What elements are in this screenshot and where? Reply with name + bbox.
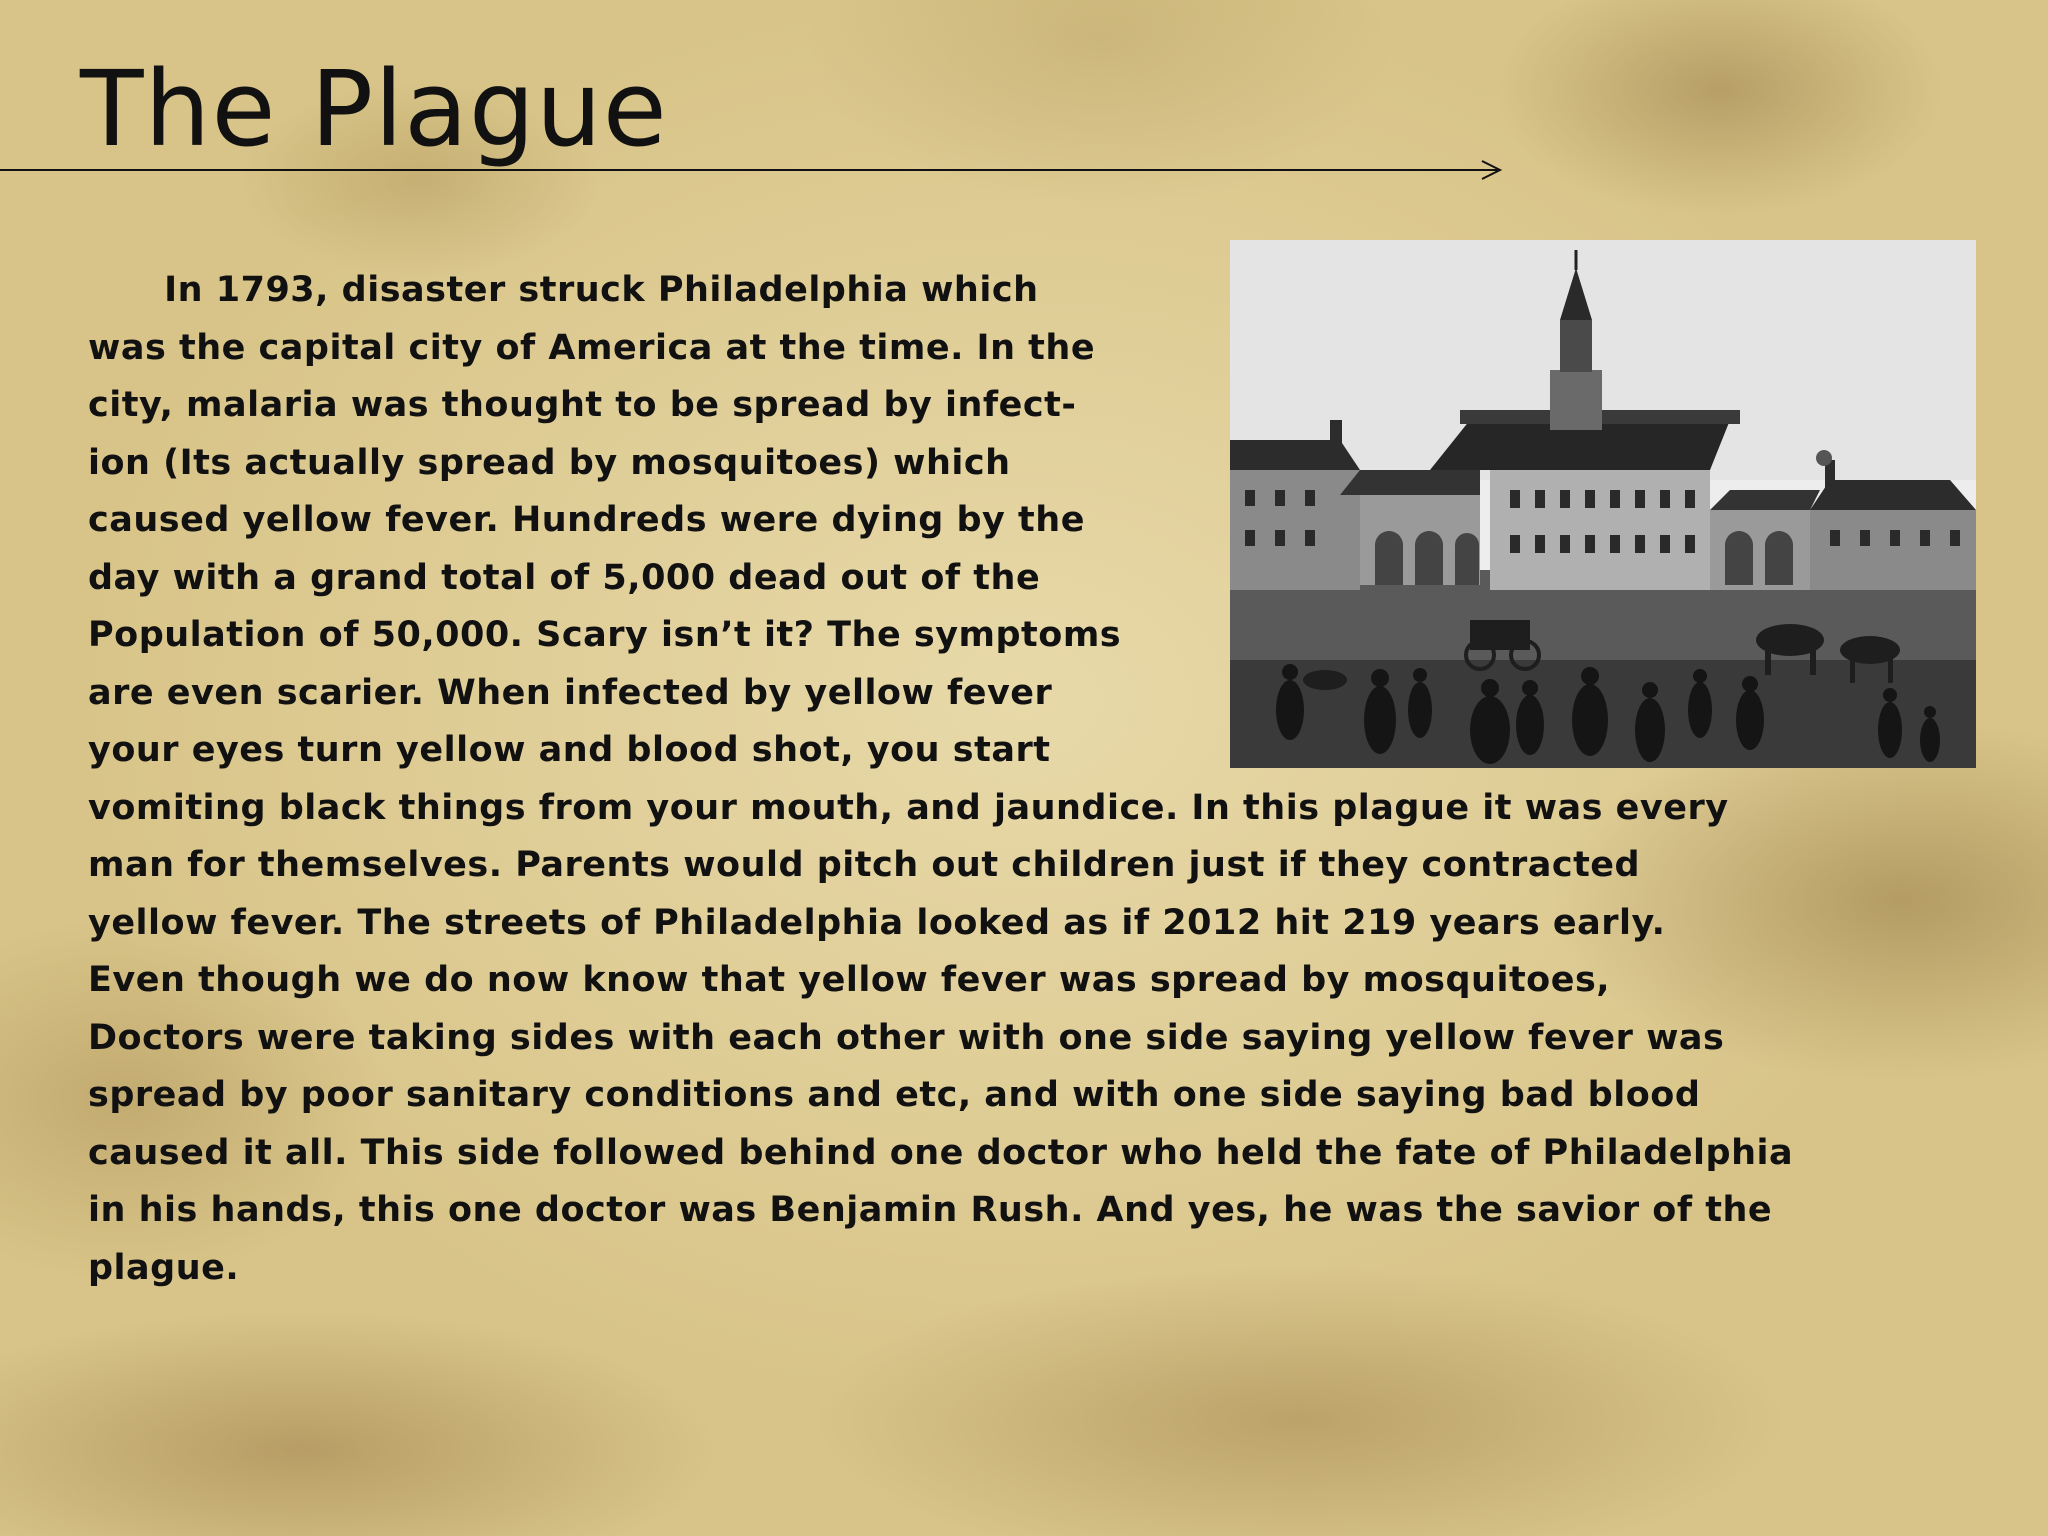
body-line: yellow fever. The streets of Philadelphia looked as if 2012 hit 219 years early. bbox=[88, 902, 1666, 943]
body-line: caused yellow fever. Hundreds were dying by the bbox=[88, 500, 1085, 540]
philadelphia-street-engraving bbox=[1230, 240, 1976, 768]
body-line: are even scarier. When infected by yellow fever bbox=[88, 672, 1053, 713]
body-line: Even though we do now know that yellow fever was spread by mosquitoes, bbox=[88, 960, 1611, 1000]
body-line: your eyes turn yellow and blood shot, you start bbox=[88, 730, 1051, 770]
body-line: city, malaria was thought to be spread by infect- bbox=[88, 385, 1077, 425]
body-line: plague. bbox=[88, 1247, 240, 1288]
body-line: spread by poor sanitary conditions and etc, and with one side saying bad blood bbox=[88, 1075, 1701, 1115]
body-line: Population of 50,000. Scary isn’t it? The symptoms bbox=[88, 615, 1122, 655]
body-line: caused it all. This side followed behind one doctor who held the fate of Philadelphia bbox=[88, 1132, 1794, 1173]
title-arrow-rule bbox=[0, 160, 1510, 184]
body-line: was the capital city of America at the time. In the bbox=[88, 327, 1096, 368]
body-line: Doctors were taking sides with each other with one side saying yellow fever was bbox=[88, 1017, 1725, 1058]
body-line: vomiting black things from your mouth, and jaundice. In this plague it was every bbox=[88, 787, 1729, 828]
body-line: ion (Its actually spread by mosquitoes) which bbox=[88, 442, 1011, 483]
body-line: In 1793, disaster struck Philadelphia which bbox=[88, 270, 1039, 310]
slide-title: The Plague bbox=[80, 48, 668, 170]
body-line: man for themselves. Parents would pitch out children just if they contracted bbox=[88, 845, 1641, 885]
body-line: in his hands, this one doctor was Benjamin Rush. And yes, he was the savior of the bbox=[88, 1190, 1773, 1230]
body-line: day with a grand total of 5,000 dead out of the bbox=[88, 557, 1041, 598]
